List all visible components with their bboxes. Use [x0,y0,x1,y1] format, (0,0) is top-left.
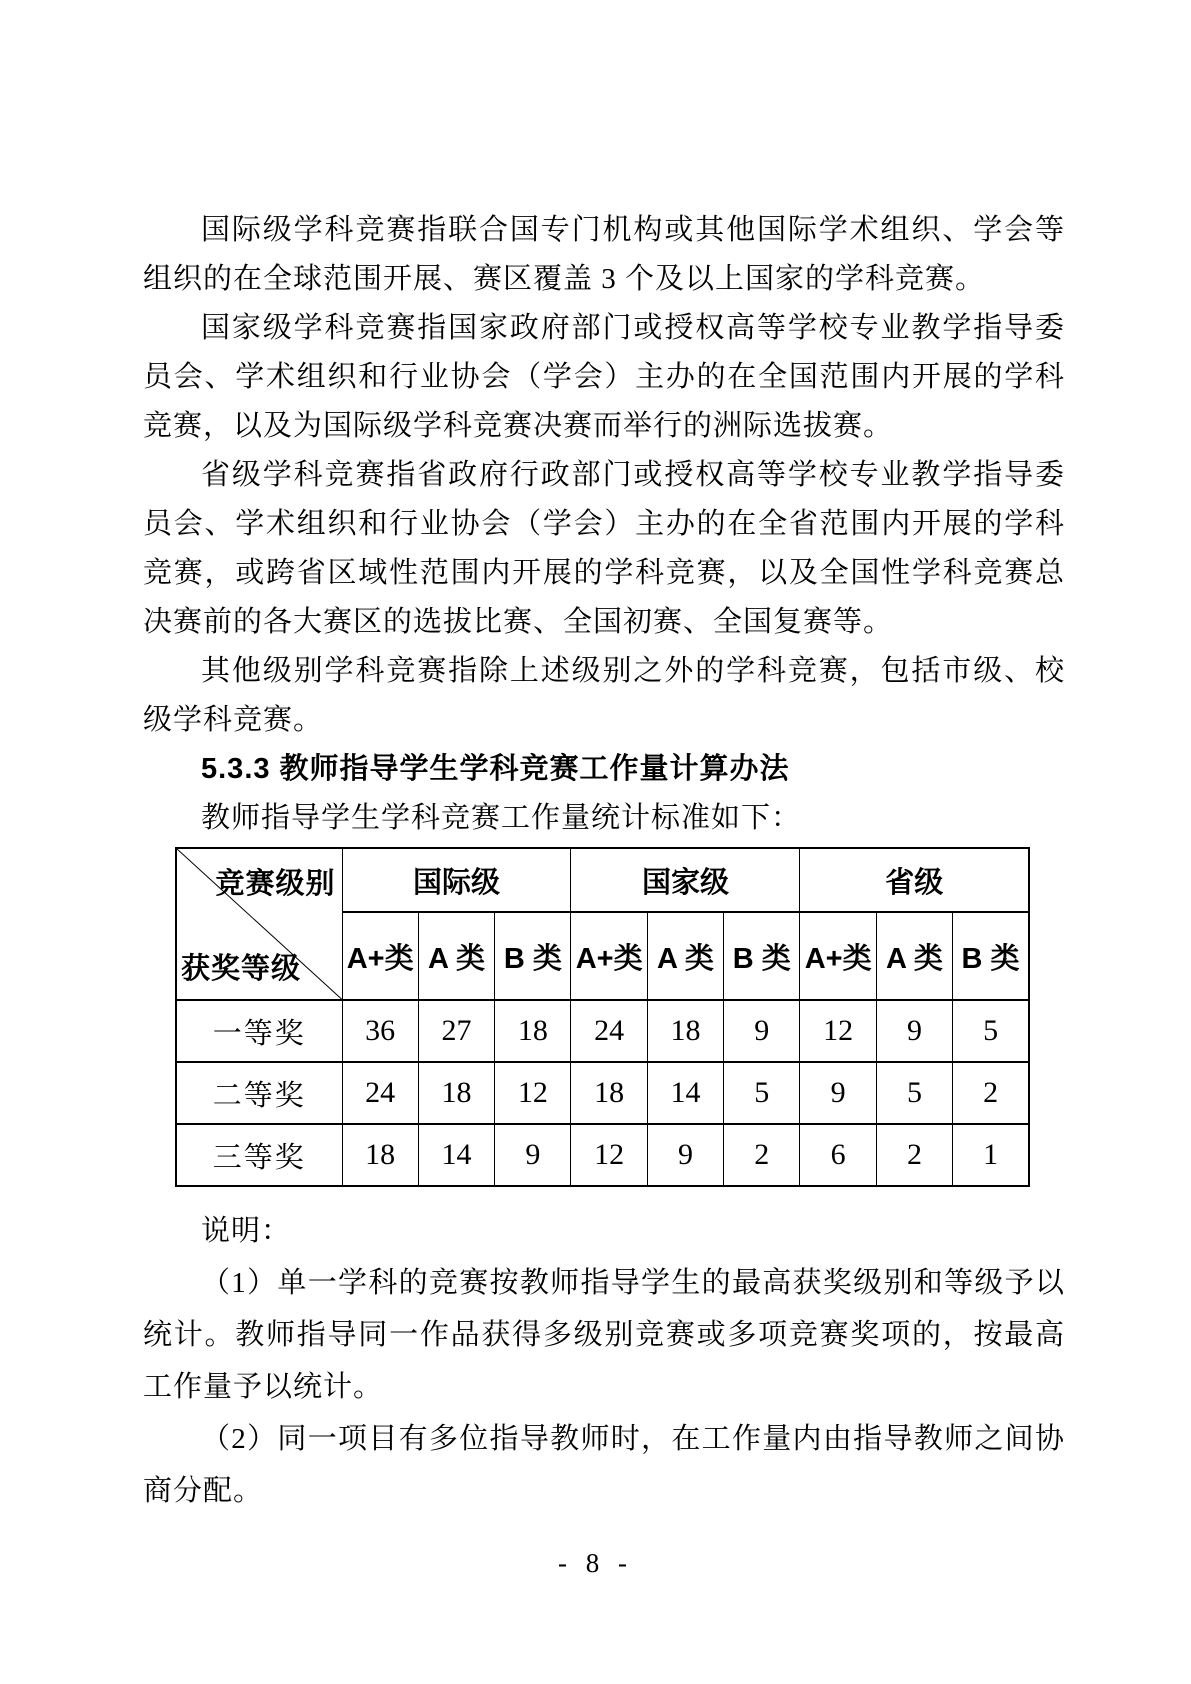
cell-value: 18 [647,1000,723,1062]
class-header: A+类 [800,912,876,1000]
cell-value: 14 [647,1062,723,1124]
level-header-provincial: 省级 [800,848,1029,912]
class-header: A+类 [342,912,418,1000]
table-header-row-levels [176,848,1029,912]
cell-value: 5 [724,1062,800,1124]
cell-value: 18 [571,1062,647,1124]
cell-value: 9 [724,1000,800,1062]
cell-value: 18 [495,1000,571,1062]
table-row-second-prize [176,1062,1029,1124]
note-1: （1）单一学科的竞赛按教师指导学生的最高获奖级别和等级予以统计。教师指导同一作品获得多级别竞赛或多项竞赛奖项的，按最高工作量予以统计。 [143,1267,1065,1403]
row-label: 三等奖 [176,1124,342,1186]
cell-value: 2 [876,1124,952,1186]
cell-value: 5 [876,1062,952,1124]
level-header-national: 国家级 [571,848,800,912]
paragraph-international-level: 国际级学科竞赛指联合国专门机构或其他国际学术组织、学会等组织的在全球范围开展、赛区覆盖 3 个及以上国家的学科竞赛。 [143,214,1065,295]
table-intro-text: 教师指导学生学科竞赛工作量统计标准如下： [201,802,802,834]
workload-table [175,847,1030,1187]
row-label: 一等奖 [176,1000,342,1062]
corner-label-award-grade: 获奖等级 [181,953,302,985]
notes-label: 说明： [201,1215,292,1247]
cell-value: 12 [571,1124,647,1186]
cell-value: 24 [342,1062,418,1124]
class-header: B 类 [953,912,1029,1000]
table-row-third-prize [176,1124,1029,1186]
cell-value: 2 [953,1062,1029,1124]
cell-value: 6 [800,1124,876,1186]
note-2: （2）同一项目有多位指导教师时，在工作量内由指导教师之间协商分配。 [143,1423,1065,1507]
page-content [143,206,1065,1517]
class-header: A 类 [647,912,723,1000]
cell-value: 12 [495,1062,571,1124]
paragraph-provincial-level: 省级学科竞赛指省政府行政部门或授权高等学校专业教学指导委员会、学术组织和行业协会（学会）主办的在全省范围内开展的学科竞赛，或跨省区域性范围内开展的学科竞赛，以及全国性学科竞赛总决赛前的各大赛区的选拔比赛、全国初赛、全国复赛等。 [143,459,1065,638]
level-header-international: 国际级 [342,848,571,912]
cell-value: 36 [342,1000,418,1062]
cell-value: 9 [495,1124,571,1186]
table-corner-cell [176,848,342,1000]
cell-value: 9 [800,1062,876,1124]
corner-label-competition-level: 竞赛级别 [215,868,336,900]
cell-value: 18 [418,1062,494,1124]
section-heading-5-3-3: 5.3.3 教师指导学生学科竞赛工作量计算办法 [201,753,790,785]
cell-value: 18 [342,1124,418,1186]
cell-value: 1 [953,1124,1029,1186]
cell-value: 2 [724,1124,800,1186]
cell-value: 5 [953,1000,1029,1062]
cell-value: 9 [876,1000,952,1062]
cell-value: 9 [647,1124,723,1186]
cell-value: 24 [571,1000,647,1062]
table-row-first-prize [176,1000,1029,1062]
class-header: B 类 [724,912,800,1000]
page-number: - 8 - [558,1548,633,1578]
class-header: A+类 [571,912,647,1000]
cell-value: 27 [418,1000,494,1062]
row-label: 二等奖 [176,1062,342,1124]
paragraph-national-level: 国家级学科竞赛指国家政府部门或授权高等学校专业教学指导委员会、学术组织和行业协会（学会）主办的在全国范围内开展的学科竞赛，以及为国际级学科竞赛决赛而举行的洲际选拔赛。 [143,312,1065,442]
class-header: B 类 [495,912,571,1000]
cell-value: 14 [418,1124,494,1186]
cell-value: 12 [800,1000,876,1062]
class-header: A 类 [418,912,494,1000]
paragraph-other-level: 其他级别学科竞赛指除上述级别之外的学科竞赛，包括市级、校级学科竞赛。 [143,655,1065,736]
class-header: A 类 [876,912,952,1000]
